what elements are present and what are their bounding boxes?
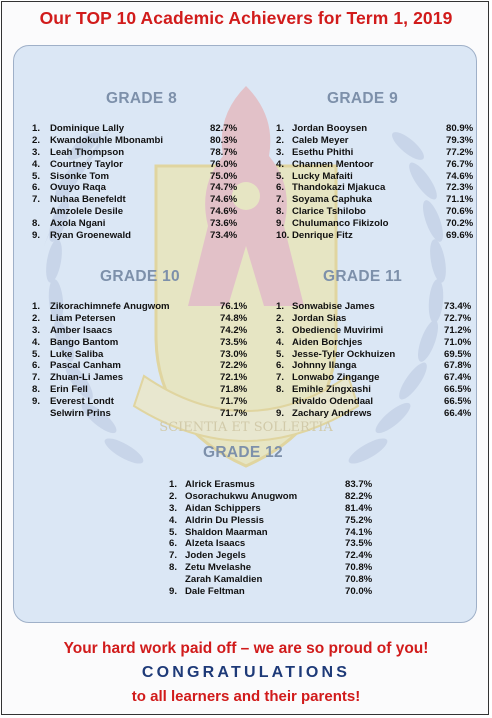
- learner-name: Jordan Sias: [292, 312, 347, 324]
- percentage: 72.7%: [444, 312, 472, 324]
- percentage: 66.5%: [444, 384, 472, 396]
- learner-name: Jesse-Tyler Ockhuizen: [292, 348, 396, 360]
- achiever-row: [276, 123, 476, 135]
- rank-number: 5.: [169, 526, 178, 538]
- percentage: 81.4%: [345, 502, 373, 514]
- learner-name: Leah Thompson: [50, 146, 125, 158]
- achiever-row: [32, 325, 277, 337]
- percentage: 71.2%: [444, 324, 472, 336]
- achiever-row: [276, 372, 476, 384]
- achiever-row: [276, 159, 476, 171]
- learner-name: Courtney Taylor: [50, 158, 123, 170]
- learner-name: Shaldon Maarman: [185, 526, 268, 538]
- achiever-row: [32, 182, 257, 194]
- achiever-row: [276, 147, 476, 159]
- percentage: 69.6%: [446, 230, 474, 242]
- percentage: 74.6%: [210, 194, 238, 206]
- achiever-row: [169, 574, 399, 586]
- learner-name: Caleb Meyer: [292, 134, 349, 146]
- percentage: 74.6%: [210, 206, 238, 218]
- learner-name: Zikorachimnefe Anugwom: [50, 301, 170, 312]
- rank-number: 8.: [32, 384, 41, 396]
- rank-number: 6.: [169, 538, 178, 550]
- learner-name: Sisonke Tom: [50, 170, 109, 182]
- achiever-row: [169, 503, 399, 515]
- rank-number: 8.: [169, 562, 178, 574]
- achiever-row: [276, 230, 476, 242]
- rank-number: 1.: [32, 123, 41, 134]
- learner-name: Amzolele Desile: [50, 206, 124, 218]
- grade-8-list: [32, 123, 257, 242]
- learner-name: Rivaldo Odendaal: [292, 396, 374, 408]
- rank-number: 4.: [32, 336, 41, 348]
- learner-name: Zachary Andrews: [292, 408, 372, 420]
- percentage: 74.2%: [220, 324, 248, 336]
- learner-name: Osorachukwu Anugwom: [185, 490, 298, 502]
- percentage: 72.2%: [220, 360, 248, 372]
- achiever-row: [276, 349, 476, 361]
- percentage: 73.5%: [345, 538, 373, 550]
- rank-number: 2.: [32, 134, 41, 146]
- percentage: 74.7%: [210, 182, 238, 194]
- percentage: 73.5%: [220, 336, 248, 348]
- percentage: 67.4%: [444, 372, 472, 384]
- achiever-row: [169, 491, 399, 503]
- grade-12-heading: GRADE 12: [203, 444, 283, 461]
- achiever-row: [32, 230, 257, 242]
- learner-name: Clarice Tshilobo: [292, 206, 366, 218]
- rank-number: 9.: [276, 408, 285, 420]
- achiever-row: [276, 384, 476, 396]
- percentage: 76.7%: [446, 158, 474, 170]
- rank-number: 6.: [276, 182, 285, 194]
- rank-number: 6.: [276, 360, 285, 372]
- learner-name: Esethu Phithi: [292, 146, 354, 158]
- learner-name: Emihle Zingxashi: [292, 384, 371, 396]
- crest-motto: SCIENTIA ET SOLLERTIA: [159, 420, 333, 435]
- rank-number: 3.: [32, 324, 41, 336]
- achiever-row: [32, 147, 257, 159]
- learner-name: Chulumanco Fikizolo: [292, 218, 389, 230]
- learner-name: Luke Saliba: [50, 348, 104, 360]
- rank-number: 8.: [32, 218, 41, 230]
- percentage: 80.3%: [210, 134, 238, 146]
- percentage: 73.4%: [210, 230, 238, 242]
- achiever-row: [169, 515, 399, 527]
- rank-number: 9.: [32, 396, 41, 408]
- grade-10-list: [32, 301, 277, 420]
- learner-name: Obedience Muvirimi: [292, 324, 384, 336]
- percentage: 80.9%: [446, 123, 474, 134]
- learner-name: Dale Feltman: [185, 586, 245, 598]
- achiever-row: [276, 408, 476, 420]
- rank-number: 5.: [32, 170, 41, 182]
- rank-number: 4.: [276, 158, 285, 170]
- learner-name: Zetu Mvelashe: [185, 562, 252, 574]
- rank-number: 1.: [32, 301, 41, 312]
- learner-name: Jordan Booysen: [292, 123, 368, 134]
- rank-number: 2.: [276, 312, 285, 324]
- learner-name: Channen Mentoor: [292, 158, 374, 170]
- percentage: 67.8%: [444, 360, 472, 372]
- learner-name: Liam Petersen: [50, 312, 116, 324]
- percentage: 73.0%: [220, 348, 248, 360]
- grade-11-list: [276, 301, 476, 420]
- achiever-row: [32, 408, 277, 420]
- learner-name: Alrick Erasmus: [185, 479, 255, 490]
- percentage: 66.5%: [444, 396, 472, 408]
- rank-number: 7.: [169, 550, 178, 562]
- rank-number: 5.: [32, 348, 41, 360]
- learner-name: Dominique Lally: [50, 123, 125, 134]
- learner-name: Amber Isaacs: [50, 324, 113, 336]
- learner-name: Lucky Mafaiti: [292, 170, 353, 182]
- achiever-row: [276, 182, 476, 194]
- learner-name: Zhuan-Li James: [50, 372, 124, 384]
- learner-name: Sonwabise James: [292, 301, 375, 312]
- rank-number: 3.: [32, 146, 41, 158]
- achiever-row: [276, 135, 476, 147]
- percentage: 74.1%: [345, 526, 373, 538]
- rank-number: 7.: [276, 194, 285, 206]
- achiever-row: [32, 360, 277, 372]
- congratulations-banner: CONGRATULATIONS: [141, 664, 351, 681]
- percentage: 73.4%: [444, 301, 472, 312]
- rank-number: 2.: [32, 312, 41, 324]
- percentage: 79.3%: [446, 134, 474, 146]
- achiever-row: [276, 337, 476, 349]
- percentage: 70.8%: [345, 574, 373, 586]
- percentage: 71.7%: [220, 396, 248, 408]
- learner-name: Soyama Caphuka: [292, 194, 372, 206]
- footer-dedication: to all learners and their parents!: [131, 688, 361, 705]
- achiever-row: [276, 194, 476, 206]
- rank-number: 7.: [276, 372, 285, 384]
- rank-number: 10.: [276, 230, 290, 242]
- achiever-row: [32, 135, 257, 147]
- learner-name: Aiden Borchjes: [292, 336, 363, 348]
- percentage: 73.6%: [210, 218, 238, 230]
- achiever-row: [32, 171, 257, 183]
- percentage: 70.0%: [345, 586, 373, 598]
- achiever-row: [276, 171, 476, 183]
- percentage: 74.8%: [220, 312, 248, 324]
- achiever-row: [169, 538, 399, 550]
- learner-name: Bango Bantom: [50, 336, 119, 348]
- percentage: 71.8%: [220, 384, 248, 396]
- learner-name: Nuhaa Benefeldt: [50, 194, 126, 206]
- achiever-row: [169, 550, 399, 562]
- percentage: 77.2%: [446, 146, 474, 158]
- percentage: 66.4%: [444, 408, 472, 420]
- rank-number: 5.: [276, 170, 285, 182]
- learner-name: Joden Jegels: [185, 550, 246, 562]
- rank-number: 3.: [276, 146, 285, 158]
- achiever-row: [32, 123, 257, 135]
- percentage: 83.7%: [345, 479, 373, 490]
- achiever-row: [32, 313, 277, 325]
- percentage: 71.1%: [446, 194, 474, 206]
- achiever-row: [32, 396, 277, 408]
- rank-number: 2.: [276, 134, 285, 146]
- grade-12-list: [169, 479, 399, 598]
- achiever-row: [276, 301, 476, 313]
- footer-message: Your hard work paid off – we are so proud of you!: [63, 640, 429, 657]
- rank-number: 8.: [276, 384, 285, 396]
- percentage: 71.0%: [444, 336, 472, 348]
- grade-9-list: [276, 123, 476, 242]
- achiever-row: [32, 194, 257, 206]
- rank-number: 9.: [276, 218, 285, 230]
- learner-name: Lonwabo Zingange: [292, 372, 380, 384]
- achiever-row: [276, 218, 476, 230]
- percentage: 82.7%: [210, 123, 238, 134]
- rank-number: 6.: [32, 182, 41, 194]
- percentage: 72.4%: [345, 550, 373, 562]
- percentage: 70.8%: [345, 562, 373, 574]
- percentage: 72.3%: [446, 182, 474, 194]
- achiever-row: [169, 527, 399, 539]
- rank-number: 2.: [169, 490, 178, 502]
- percentage: 76.1%: [220, 301, 248, 312]
- percentage: 74.6%: [446, 170, 474, 182]
- achiever-row: [32, 159, 257, 171]
- rank-number: 3.: [276, 324, 285, 336]
- achiever-row: [32, 206, 257, 218]
- learner-name: Selwirn Prins: [50, 408, 111, 420]
- learner-name: Kwandokuhle Mbonambi: [50, 134, 163, 146]
- learner-name: Johnny Ilanga: [292, 360, 357, 372]
- learner-name: Ryan Groenewald: [50, 230, 132, 242]
- rank-number: 3.: [169, 502, 178, 514]
- percentage: 69.5%: [444, 348, 472, 360]
- achiever-row: [276, 313, 476, 325]
- learner-name: Thandokazi Mjakuca: [292, 182, 386, 194]
- rank-number: 4.: [32, 158, 41, 170]
- achiever-row: [276, 396, 476, 408]
- learner-name: Ovuyo Raqa: [50, 182, 106, 194]
- learner-name: Erin Fell: [50, 384, 88, 396]
- percentage: 70.6%: [446, 206, 474, 218]
- rank-number: 6.: [32, 360, 41, 372]
- percentage: 76.0%: [210, 158, 238, 170]
- learner-name: Zarah Kamaldien: [185, 574, 263, 586]
- rank-number: 9.: [32, 230, 41, 242]
- achiever-row: [32, 384, 277, 396]
- achiever-row: [32, 349, 277, 361]
- achiever-row: [276, 206, 476, 218]
- percentage: 70.2%: [446, 218, 474, 230]
- page-title: Our TOP 10 Academic Achievers for Term 1, 2019: [39, 8, 453, 28]
- achiever-row: [169, 479, 399, 491]
- grade-10-heading: GRADE 10: [100, 268, 180, 285]
- percentage: 82.2%: [345, 490, 373, 502]
- percentage: 75.2%: [345, 514, 373, 526]
- grade-9-heading: GRADE 9: [327, 90, 399, 107]
- learner-name: Axola Ngani: [50, 218, 106, 230]
- rank-number: 7.: [32, 372, 41, 384]
- learner-name: Everest Londt: [50, 396, 114, 408]
- learner-name: Aldrin Du Plessis: [185, 514, 264, 526]
- grade-11-heading: GRADE 11: [323, 268, 403, 285]
- achiever-row: [169, 562, 399, 574]
- percentage: 78.7%: [210, 146, 238, 158]
- rank-number: 4.: [276, 336, 285, 348]
- achiever-row: [32, 372, 277, 384]
- achiever-row: [32, 301, 277, 313]
- rank-number: 1.: [169, 479, 178, 490]
- rank-number: 8.: [276, 206, 285, 218]
- achievers-panel: [13, 45, 477, 623]
- percentage: 71.7%: [220, 408, 248, 420]
- rank-number: 5.: [276, 348, 285, 360]
- rank-number: 9.: [169, 586, 178, 598]
- learner-name: Aidan Schippers: [185, 502, 261, 514]
- learner-name: Pascal Canham: [50, 360, 121, 372]
- rank-number: 7.: [32, 194, 41, 206]
- achiever-row: [32, 337, 277, 349]
- achiever-row: [276, 325, 476, 337]
- achiever-row: [32, 218, 257, 230]
- achiever-row: [276, 360, 476, 372]
- learner-name: Denrique Fitz: [292, 230, 353, 242]
- learner-name: Alzeta Isaacs: [185, 538, 246, 550]
- rank-number: 1.: [276, 301, 285, 312]
- percentage: 72.1%: [220, 372, 248, 384]
- rank-number: 1.: [276, 123, 285, 134]
- rank-number: 4.: [169, 514, 178, 526]
- grade-8-heading: GRADE 8: [106, 90, 178, 107]
- achiever-row: [169, 586, 399, 598]
- percentage: 75.0%: [210, 170, 238, 182]
